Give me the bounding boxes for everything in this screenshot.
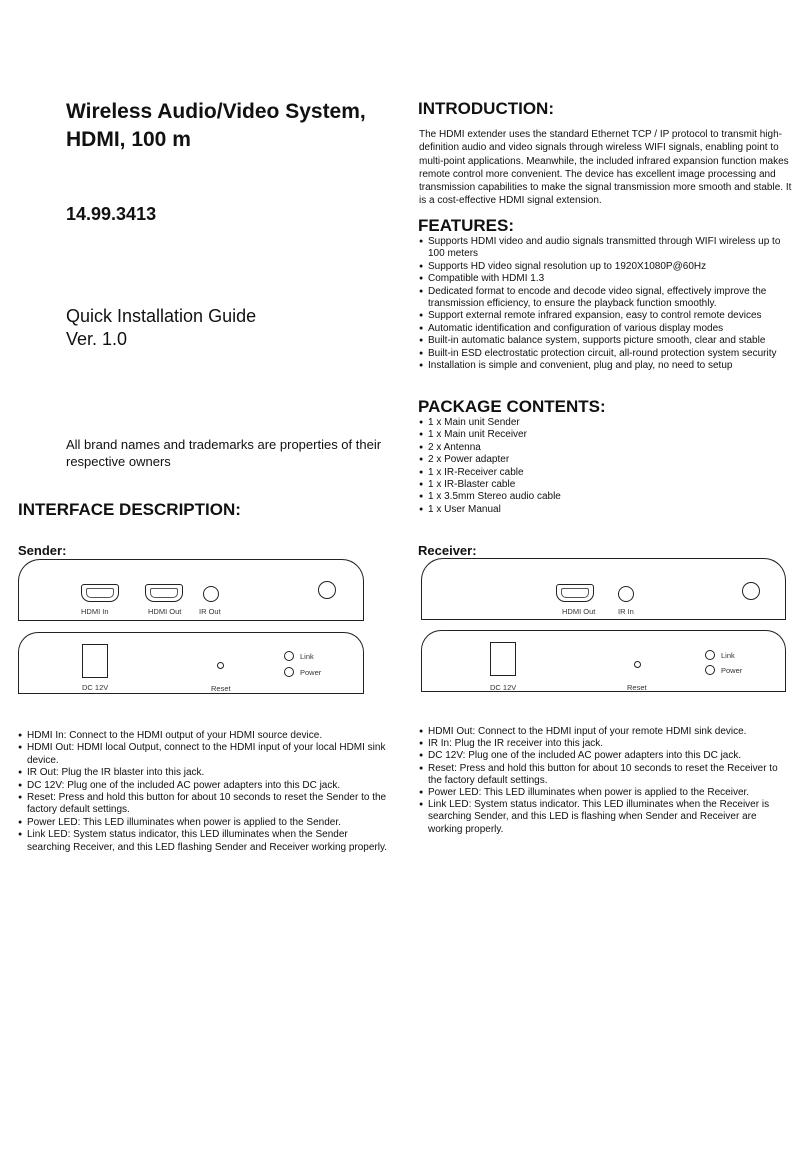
- sender-description-list: [18, 730, 390, 854]
- list-item: ● Supports HDMI video and audio signals transmitted through WIFI wireless up to 100 meters: [419, 236, 791, 261]
- link-label: Link: [721, 651, 735, 660]
- list-item: ● Power LED: This LED illuminates when power is applied to the Receiver.: [419, 787, 791, 799]
- receiver-label: Receiver:: [418, 543, 477, 558]
- reset-button: [217, 662, 224, 669]
- list-item: ● 1 x 3.5mm Stereo audio cable: [419, 491, 719, 503]
- product-title: Wireless Audio/Video System, HDMI, 100 m: [66, 100, 366, 151]
- list-item: ● 2 x Antenna: [419, 442, 719, 454]
- receiver-front-panel: [421, 558, 786, 620]
- hdmi-out-port: [556, 584, 594, 602]
- list-item: ● 1 x IR-Blaster cable: [419, 479, 719, 491]
- power-led: [705, 665, 715, 675]
- receiver-back-panel: [421, 630, 786, 692]
- reset-label: Reset: [211, 684, 231, 693]
- list-item: ● Compatible with HDMI 1.3: [419, 273, 791, 285]
- list-item: ● 1 x Main unit Sender: [419, 417, 719, 429]
- dc-label: DC 12V: [490, 683, 517, 692]
- dc-jack: [82, 644, 108, 678]
- hdmi-out-label: HDMI Out: [148, 607, 182, 616]
- ir-in-label: IR In: [618, 607, 634, 616]
- reset-button: [634, 661, 641, 668]
- list-item: ● DC 12V: Plug one of the included AC power adapters into this DC jack.: [419, 750, 791, 762]
- list-item: ● Dedicated format to encode and decode video signal, effectively improve the transmission efficiency, to ensure the playback function smoothly.: [419, 286, 791, 311]
- list-item: ● Reset: Press and hold this button for about 10 seconds to reset the Sender to the factory default settings.: [18, 792, 390, 817]
- features-list: [419, 236, 791, 372]
- list-item: ● HDMI Out: HDMI local Output, connect to the HDMI input of your local HDMI sink device.: [18, 742, 390, 767]
- ir-out-port: [203, 586, 219, 602]
- package-list: [419, 417, 719, 516]
- ir-out-label: IR Out: [199, 607, 221, 616]
- list-item: ● Installation is simple and convenient, plug and play, no need to setup: [419, 360, 791, 372]
- guide-version: Ver. 1.0: [66, 329, 128, 349]
- power-label: Power: [300, 668, 322, 677]
- sender-label: Sender:: [18, 543, 67, 558]
- introduction-heading: INTRODUCTION:: [418, 99, 554, 118]
- reset-label: Reset: [627, 683, 647, 692]
- list-item: ● Link LED: System status indicator. This LED illuminates when the Receiver is searching Sender, and this LED is flashing when Sender and Receiver are working properly.: [419, 799, 791, 836]
- hdmi-in-label: HDMI In: [81, 607, 109, 616]
- list-item: ● DC 12V: Plug one of the included AC power adapters into this DC jack.: [18, 780, 390, 792]
- list-item: ● Link LED: System status indicator, this LED illuminates when the Sender searching Receiver, and this LED flashing Sender and Receiver working properly.: [18, 829, 390, 854]
- list-item: ● Automatic identification and configuration of various display modes: [419, 323, 791, 335]
- antenna-connector-icon: [318, 581, 336, 599]
- list-item: ● Built-in automatic balance system, supports picture smooth, clear and stable: [419, 335, 791, 347]
- list-item: ● 1 x Main unit Receiver: [419, 429, 719, 441]
- hdmi-out-port: [145, 584, 183, 602]
- sender-back-panel: [18, 632, 364, 694]
- sender-front-panel: [18, 559, 364, 621]
- list-item: ● Support external remote infrared expansion, easy to control remote devices: [419, 310, 791, 322]
- link-label: Link: [300, 652, 314, 661]
- interface-heading: INTERFACE DESCRIPTION:: [18, 500, 241, 519]
- ir-in-port: [618, 586, 634, 602]
- hdmi-out-label: HDMI Out: [562, 607, 596, 616]
- introduction-body: The HDMI extender uses the standard Ethernet TCP / IP protocol to transmit high-definition audio and video signals through wireless WIFI signals, enabling point to multi-point applications. Meanwhile, the included infrared expansion function makes remote control more convenient. The device has excellent image processing and transmission capabilities to make the signal transmission more smooth and stable. It is a cost-effective HDMI signal extension.: [419, 129, 792, 207]
- list-item: ● 2 x Power adapter: [419, 454, 719, 466]
- trademark-note: All brand names and trademarks are properties of their respective owners: [66, 437, 382, 469]
- link-led: [284, 651, 294, 661]
- list-item: ● IR Out: Plug the IR blaster into this jack.: [18, 767, 390, 779]
- list-item: ● HDMI In: Connect to the HDMI output of your HDMI source device.: [18, 730, 390, 742]
- power-label: Power: [721, 666, 743, 675]
- hdmi-in-port: [81, 584, 119, 602]
- power-led: [284, 667, 294, 677]
- list-item: ● HDMI Out: Connect to the HDMI input of your remote HDMI sink device.: [419, 726, 791, 738]
- package-heading: PACKAGE CONTENTS:: [418, 397, 606, 416]
- list-item: ● Supports HD video signal resolution up to 1920X1080P@60Hz: [419, 261, 791, 273]
- list-item: ● Power LED: This LED illuminates when power is applied to the Sender.: [18, 817, 390, 829]
- list-item: ● 1 x User Manual: [419, 504, 719, 516]
- list-item: ● Built-in ESD electrostatic protection circuit, all-round protection system security: [419, 348, 791, 360]
- product-code: 14.99.3413: [66, 204, 157, 224]
- list-item: ● 1 x IR-Receiver cable: [419, 467, 719, 479]
- link-led: [705, 650, 715, 660]
- list-item: ● Reset: Press and hold this button for about 10 seconds to reset the Receiver to the factory default settings.: [419, 763, 791, 787]
- features-heading: FEATURES:: [418, 216, 515, 235]
- receiver-description-list: [419, 726, 791, 836]
- dc-jack: [490, 642, 516, 676]
- dc-label: DC 12V: [82, 683, 109, 692]
- guide-title: Quick Installation Guide: [66, 306, 257, 326]
- list-item: ● IR In: Plug the IR receiver into this jack.: [419, 738, 791, 750]
- antenna-connector-icon: [742, 582, 760, 600]
